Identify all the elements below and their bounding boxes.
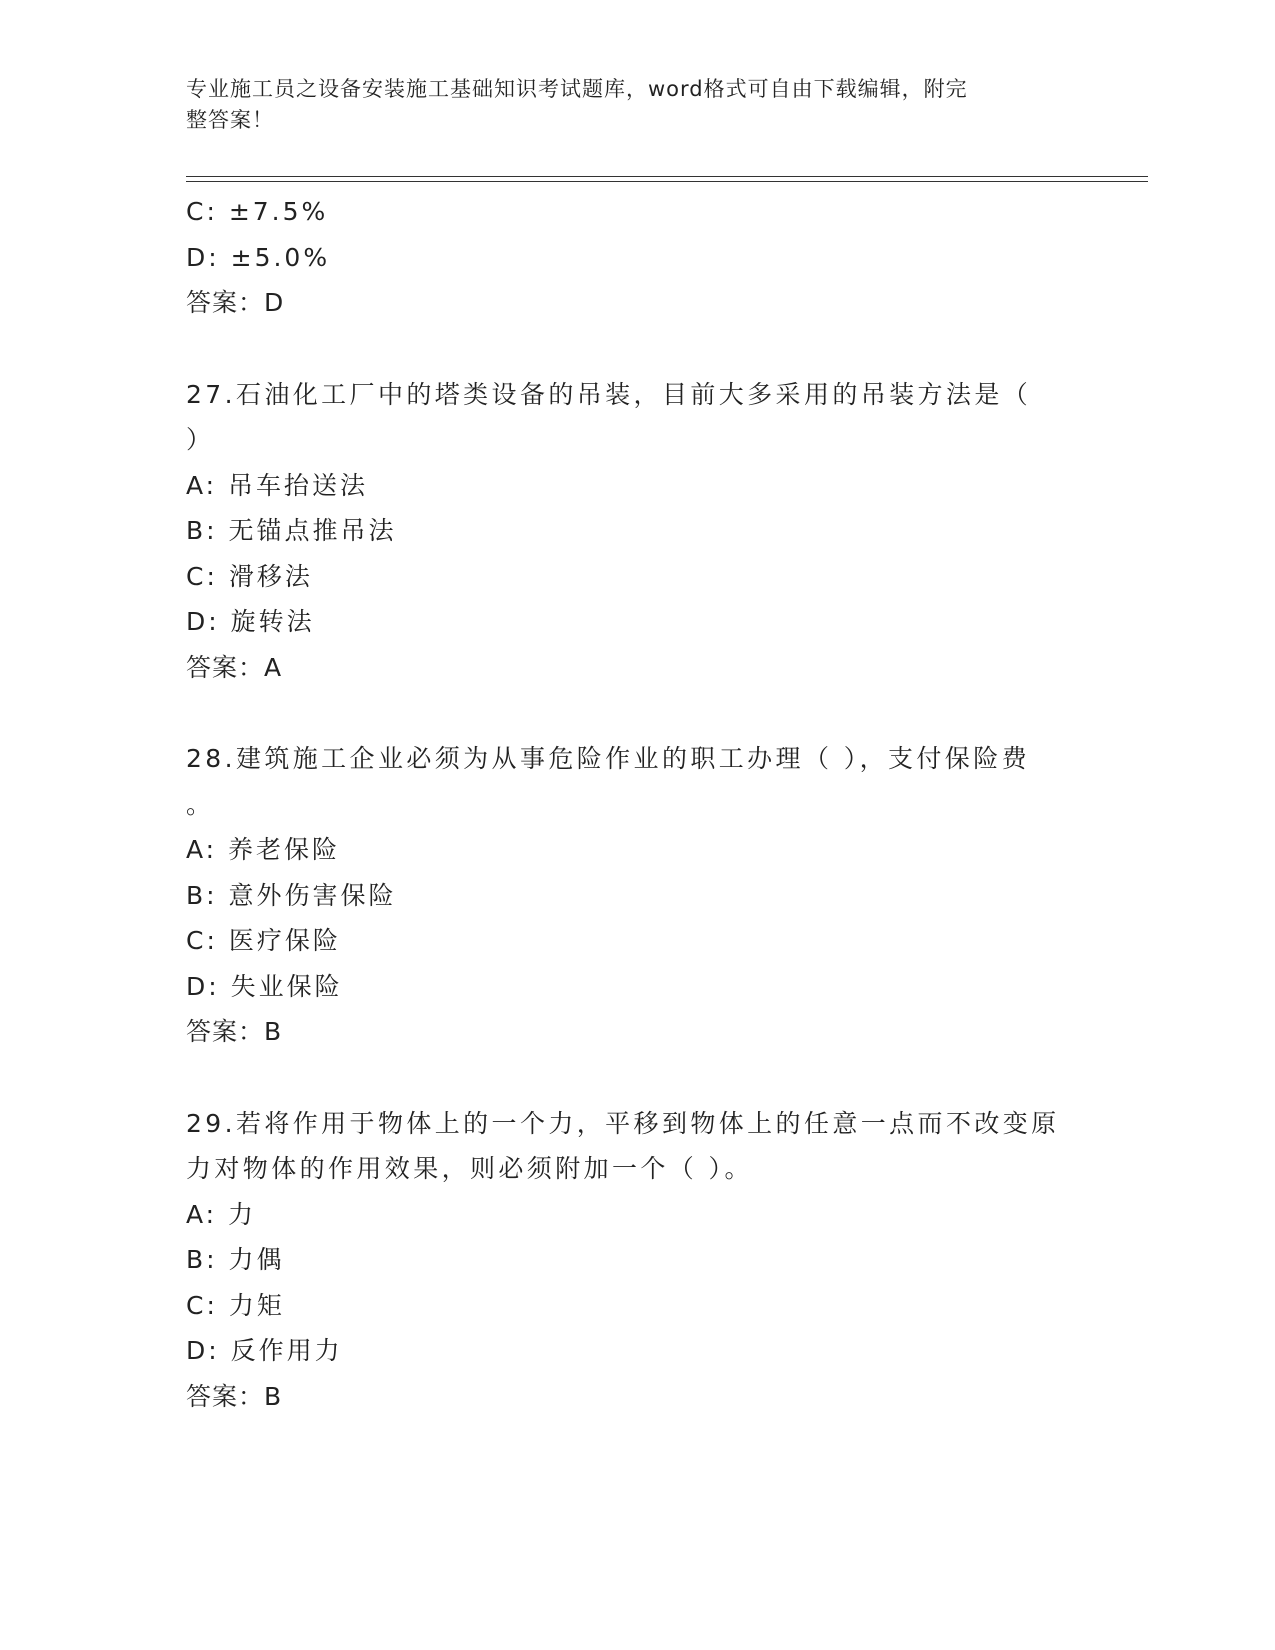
header-title-line1: 专业施工员之设备安装施工基础知识考试题库，word格式可自由下载编辑，附完 [186,77,968,101]
question-stem: 28.建筑施工企业必须为从事危险作业的职工办理（ ），支付保险费 [186,744,1031,773]
option-a: A: 养老保险 [186,835,341,864]
question-stem-cont: ） [186,425,215,454]
option-c: C: 医疗保险 [186,926,341,955]
question-stem: 29.若将作用于物体上的一个力，平移到物体上的任意一点而不改变原 [186,1108,1060,1138]
option-b: B: 意外伤害保险 [186,880,397,910]
option-a: A: 力 [186,1199,257,1229]
option-c: C: 力矩 [186,1290,285,1320]
option-d: D: ±5.0% [186,242,331,272]
question-stem-cont: 。 [186,789,215,819]
option-c: C: ±7.5% [186,197,329,226]
option-b: B: 无锚点推吊法 [186,516,397,545]
option-b: B: 力偶 [186,1245,285,1274]
question-27 [186,372,1086,691]
question-28 [186,736,1086,1055]
answer: 答案：B [186,1017,283,1046]
answer: 答案：D [186,288,285,317]
header-divider-bottom [186,181,1148,182]
question-stem-cont: 力对物体的作用效果，则必须附加一个（ ）。 [186,1154,753,1183]
option-d: D: 旋转法 [186,607,315,636]
answer: 答案：B [186,1381,283,1411]
option-a: A: 吊车抬送法 [186,470,369,500]
option-d: D: 失业保险 [186,971,343,1001]
question-26-tail [186,189,1086,326]
question-list [186,189,1086,1419]
question-stem: 27.石油化工厂中的塔类设备的吊装，目前大多采用的吊装方法是（ [186,379,1032,409]
option-d: D: 反作用力 [186,1336,343,1365]
answer: 答案：A [186,652,283,682]
option-c: C: 滑移法 [186,561,313,591]
document-header [186,74,1066,136]
header-title-line2: 整答案！ [186,108,274,132]
question-29 [186,1101,1086,1420]
header-divider-top [186,176,1148,177]
